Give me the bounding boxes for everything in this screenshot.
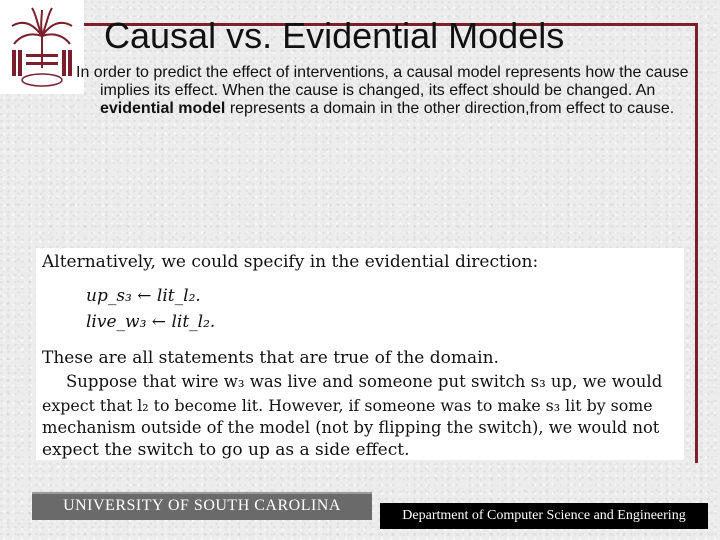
excerpt-line: expect that l₂ to become lit. However, if someone was to make s₃ lit by some xyxy=(42,396,653,415)
department-footer: Department of Computer Science and Engineering xyxy=(380,503,708,529)
excerpt-line: Alternatively, we could specify in the evidential direction: xyxy=(42,252,539,272)
paragraph-text-1: In order to predict the effect of interventions, a causal model represents how the cause implies its effect. When the cause is changed, its effect should be changed. An xyxy=(76,64,689,99)
excerpt-line: Suppose that wire w₃ was live and someone put switch s₃ up, we would xyxy=(66,372,663,391)
excerpt-line: expect the switch to go up as a side effect. xyxy=(42,440,410,460)
university-logo xyxy=(0,0,84,94)
slide-paragraph xyxy=(76,64,712,118)
excerpt-line: These are all statements that are true of the domain. xyxy=(42,348,499,368)
excerpt-rule: live_w₃ ← lit_l₂. xyxy=(86,312,216,332)
palmetto-seal-icon xyxy=(6,6,78,88)
paragraph-text-2: represents a domain in the other direction,from effect to cause. xyxy=(225,100,675,117)
slide-title: Causal vs. Evidential Models xyxy=(104,15,565,56)
excerpt-line: mechanism outside of the model (not by flipping the switch), we would not xyxy=(42,418,660,437)
excerpt-rule: up_s₃ ← lit_l₂. xyxy=(86,286,201,306)
textbook-excerpt xyxy=(36,248,684,460)
paragraph-bold-term: evidential model xyxy=(100,100,226,117)
university-footer: UNIVERSITY OF SOUTH CAROLINA xyxy=(32,492,372,520)
